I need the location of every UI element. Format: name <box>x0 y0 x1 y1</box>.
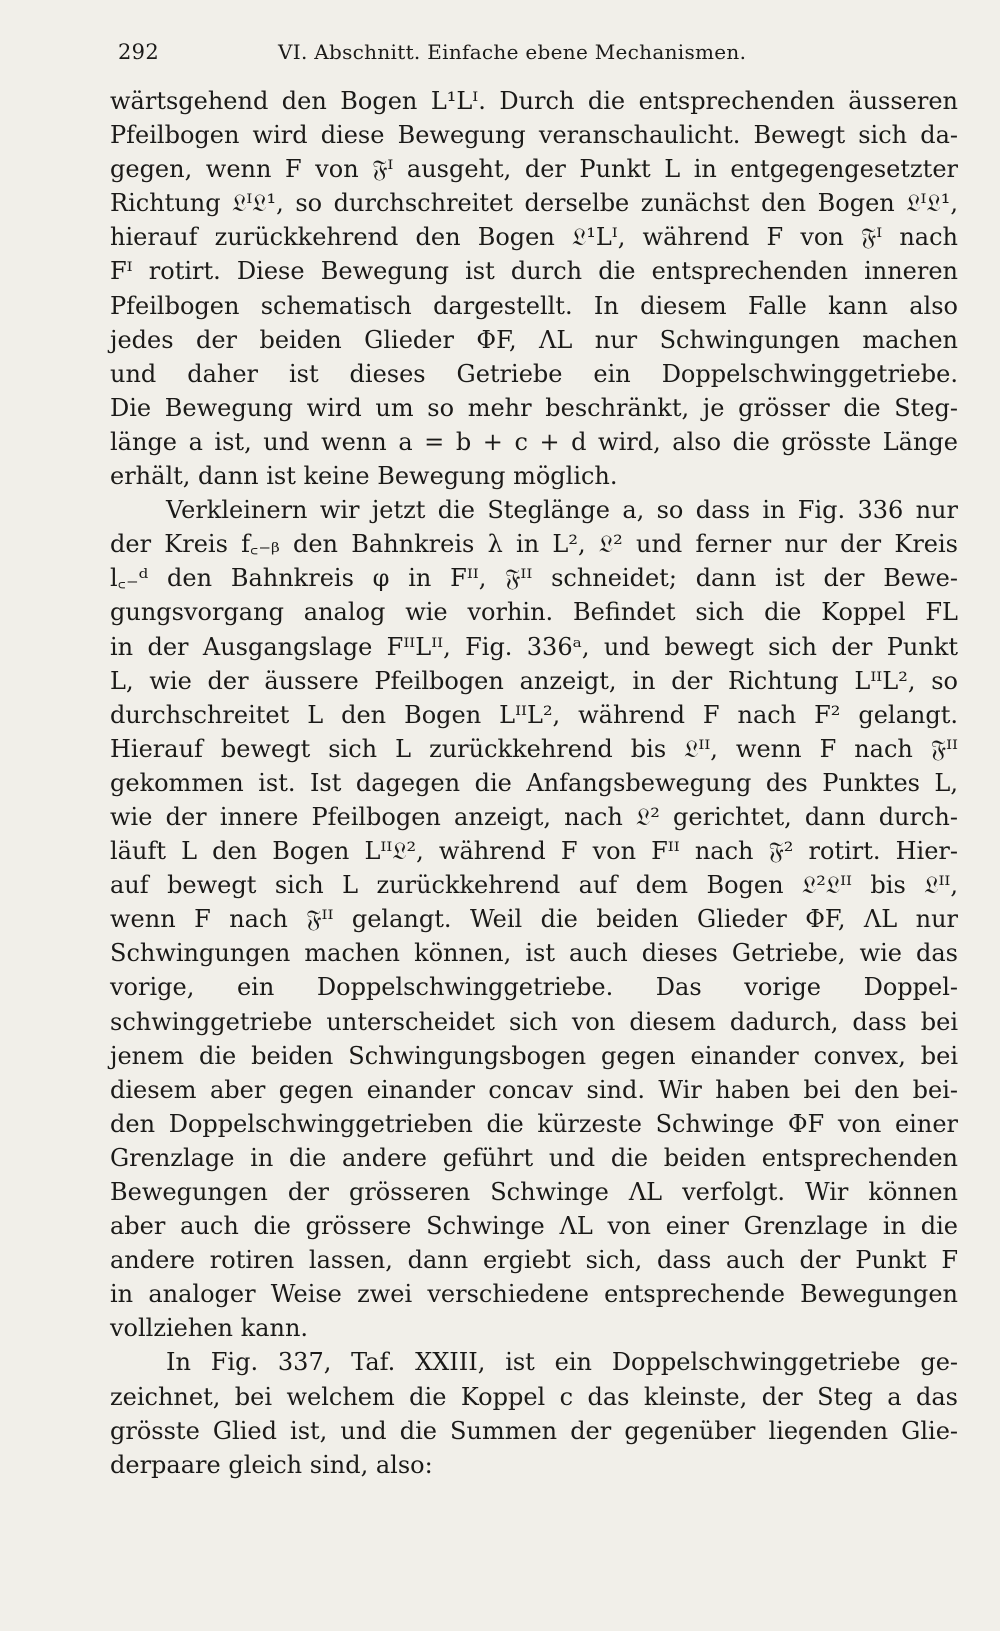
body-text <box>110 84 958 1482</box>
text-line: gekommen ist. Ist dagegen die Anfangsbewegung des Punktes L, <box>110 768 958 797</box>
running-head: VI. Abschnitt. Einfache ebene Mechanismen. <box>278 40 747 64</box>
text-line: gungsvorgang analog wie vorhin. Befindet sich die Koppel FL <box>110 598 958 627</box>
text-line: Bewegungen der grösseren Schwinge ΛL verfolgt. Wir können <box>110 1178 958 1206</box>
text-line: Hierauf bewegt sich L zurückkehrend bis 𝔏ᴵᴵ, wenn F nach 𝔉ᴵᴵ <box>110 734 958 763</box>
paragraph-3 <box>110 1345 958 1481</box>
text-line: l꜀₋ᵈ den Bahnkreis φ in Fᴵᴵ, 𝔉ᴵᴵ schneidet; dann ist der Bewe- <box>110 564 958 593</box>
text-line: in der Ausgangslage FᴵᴵLᴵᴵ, Fig. 336ᵃ, und bewegt sich der Punkt <box>110 632 958 661</box>
text-line: erhält, dann ist keine Bewegung möglich. <box>110 462 618 491</box>
text-line: Schwingungen machen können, ist auch dieses Getriebe, wie das <box>110 939 958 968</box>
text-line: wenn F nach 𝔉ᴵᴵ gelangt. Weil die beiden Glieder ΦF, ΛL nur <box>110 905 958 934</box>
text-line: andere rotiren lassen, dann ergiebt sich, dass auch der Punkt F <box>110 1246 958 1275</box>
text-line: L, wie der äussere Pfeilbogen anzeigt, in der Richtung LᴵᴵL², so <box>110 666 958 695</box>
text-line: Richtung 𝔏ᴵ𝔏¹, so durchschreitet derselbe zunächst den Bogen 𝔏ᴵ𝔏¹, <box>110 189 958 218</box>
text-line: schwinggetriebe unterscheidet sich von diesem dadurch, dass bei <box>110 1007 958 1036</box>
text-line: vorige, ein Doppelschwinggetriebe. Das vorige Doppel- <box>110 973 958 1002</box>
text-line: grösste Glied ist, und die Summen der gegenüber liegenden Glie- <box>110 1416 958 1445</box>
text-line: der Kreis f꜀₋ᵦ den Bahnkreis λ in L², 𝔏² und ferner nur der Kreis <box>110 530 958 559</box>
paragraph-2 <box>110 493 958 1345</box>
text-line: gegen, wenn F von 𝔉ᴵ ausgeht, der Punkt L in entgegengesetzter <box>110 155 958 184</box>
paragraph-1 <box>110 84 958 493</box>
text-line: vollziehen kann. <box>110 1314 309 1343</box>
text-line: Pfeilbogen wird diese Bewegung veranschaulicht. Bewegt sich da- <box>110 121 958 150</box>
text-line: Die Bewegung wird um so mehr beschränkt, je grösser die Steg- <box>110 393 958 422</box>
text-line: Fᴵ rotirt. Diese Bewegung ist durch die entsprechenden inneren <box>110 257 958 286</box>
text-line: und daher ist dieses Getriebe ein Doppelschwinggetriebe. <box>110 359 958 388</box>
text-line: hierauf zurückkehrend den Bogen 𝔏¹Lᴵ, während F von 𝔉ᴵ nach <box>110 223 958 252</box>
text-line: auf bewegt sich L zurückkehrend auf dem Bogen 𝔏²𝔏ᴵᴵ bis 𝔏ᴵᴵ, <box>110 871 958 900</box>
text-line: wärtsgehend den Bogen L¹Lᴵ. Durch die entsprechenden äusseren <box>110 87 958 115</box>
text-line: in analoger Weise zwei verschiedene entsprechende Bewegungen <box>110 1280 958 1309</box>
page-header <box>110 34 958 84</box>
text-line: jenem die beiden Schwingungsbogen gegen einander convex, bei <box>110 1041 958 1070</box>
page-number: 292 <box>118 40 159 64</box>
text-line: derpaare gleich sind, also: <box>110 1450 433 1479</box>
text-line: Grenzlage in die andere geführt und die beiden entsprechenden <box>110 1143 958 1172</box>
text-line: wie der innere Pfeilbogen anzeigt, nach 𝔏² gerichtet, dann durch- <box>110 802 958 831</box>
text-line: den Doppelschwinggetrieben die kürzeste Schwinge ΦF von einer <box>110 1109 958 1138</box>
text-line: Verkleinern wir jetzt die Steglänge a, so dass in Fig. 336 nur <box>166 496 958 525</box>
text-line: aber auch die grössere Schwinge ΛL von einer Grenzlage in die <box>110 1212 958 1241</box>
text-line: länge a ist, und wenn a = b + c + d wird, also die grösste Länge <box>110 427 958 456</box>
text-line: Pfeilbogen schematisch dargestellt. In diesem Falle kann also <box>110 291 958 320</box>
text-line: In Fig. 337, Taf. XXIII, ist ein Doppelschwinggetriebe ge- <box>166 1348 958 1377</box>
text-line: zeichnet, bei welchem die Koppel c das kleinste, der Steg a das <box>110 1382 958 1411</box>
text-line: jedes der beiden Glieder ΦF, ΛL nur Schwingungen machen <box>110 325 958 354</box>
text-line: diesem aber gegen einander concav sind. Wir haben bei den bei- <box>110 1075 958 1104</box>
text-line: durchschreitet L den Bogen LᴵᴵL², während F nach F² gelangt. <box>110 700 958 729</box>
text-line: läuft L den Bogen Lᴵᴵ𝔏², während F von Fᴵᴵ nach 𝔉² rotirt. Hier- <box>110 837 958 866</box>
